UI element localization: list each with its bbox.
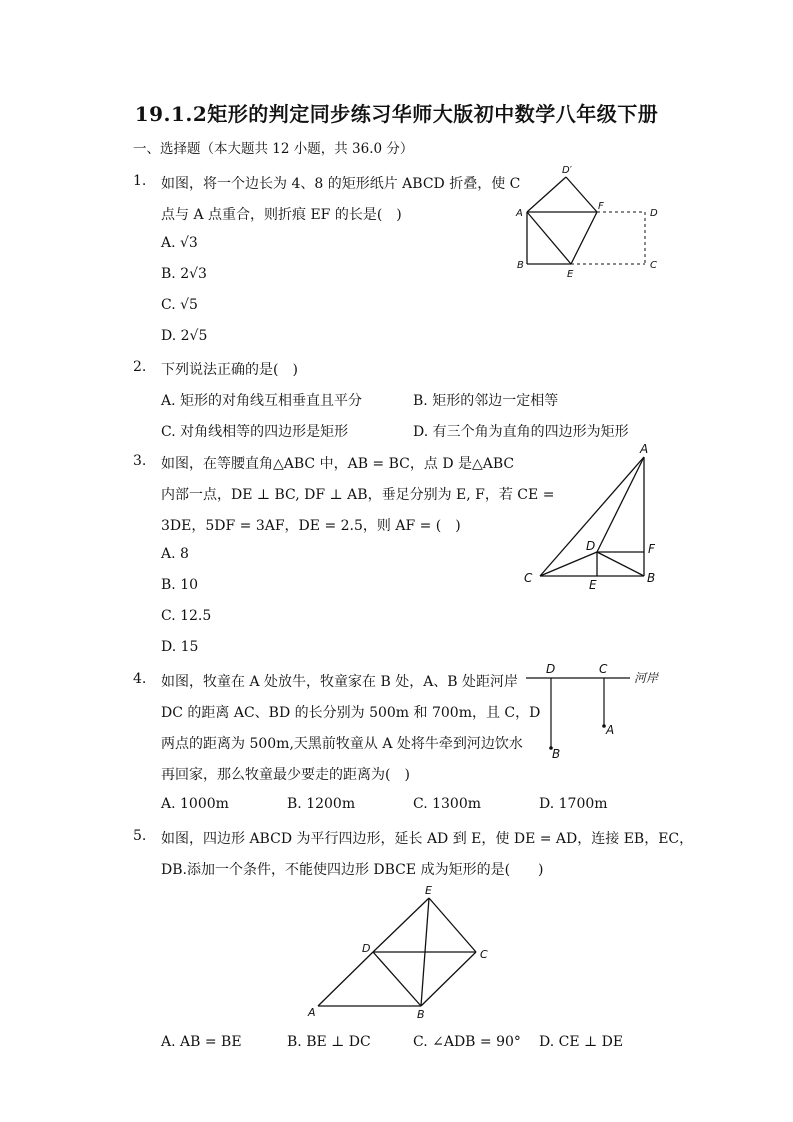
figure-rectangle-fold — [505, 160, 675, 280]
question-text-line: 下列说法正确的是( ) — [161, 362, 298, 378]
page-title: 19.1.2矩形的判定同步练习华师大版初中数学八年级下册 — [134, 102, 659, 126]
question-text-line: 两点的距离为 500m,天黑前牧童从 A 处将牛牵到河边饮水 — [161, 736, 523, 752]
label-a: A — [308, 1006, 316, 1019]
option-d[interactable]: D. 15 — [161, 639, 199, 655]
label-e: E — [567, 269, 574, 280]
option-c[interactable]: C. 1300m — [413, 796, 482, 812]
option-b[interactable]: B. BE ⊥ DC — [287, 1034, 371, 1050]
option-d[interactable]: D. 有三个角为直角的四边形为矩形 — [413, 424, 629, 440]
question-text-line: 如图，在等腰直角△ABC 中，AB = BC，点 D 是△ABC — [161, 456, 515, 472]
label-b: B — [552, 747, 561, 760]
option-b[interactable]: B. 1200m — [287, 796, 356, 812]
question-number: 1. — [133, 173, 147, 189]
label-d: D — [362, 942, 371, 955]
label-f: F — [598, 201, 604, 212]
label-d: D — [546, 662, 556, 676]
label-c: C — [524, 571, 533, 585]
label-e: E — [425, 884, 432, 897]
question-text-line: 点与 A 点重合，则折痕 EF 的长是( ) — [161, 207, 402, 223]
label-c: C — [480, 948, 488, 961]
option-a[interactable]: A. 矩形的对角线互相垂直且平分 — [161, 393, 363, 409]
option-a[interactable]: A. AB = BE — [161, 1034, 242, 1050]
figure-isosceles-triangle — [518, 440, 668, 595]
label-c: C — [599, 662, 608, 676]
question-text-line: 内部一点，DE ⊥ BC, DF ⊥ AB，垂足分别为 E, F，若 CE = — [161, 487, 555, 503]
question-number: 3. — [133, 453, 147, 469]
option-b[interactable]: B. 矩形的邻边一定相等 — [413, 393, 559, 409]
label-c: C — [650, 260, 657, 271]
option-a[interactable]: A. √3 — [161, 235, 198, 251]
label-b: B — [647, 571, 656, 585]
option-b[interactable]: B. 2√3 — [161, 266, 207, 282]
question-text-line: 如图，牧童在 A 处放牛，牧童家在 B 处，A、B 处距河岸 — [161, 674, 519, 690]
section-heading: 一、选择题（本大题共 12 小题，共 36.0 分） — [133, 141, 414, 157]
option-d[interactable]: D. CE ⊥ DE — [539, 1034, 624, 1050]
question-number: 2. — [133, 359, 147, 375]
label-river-bank: 河岸 — [634, 671, 659, 685]
question-text-line: 3DE，5DF = 3AF，DE = 2.5，则 AF = ( ) — [161, 518, 461, 534]
option-a[interactable]: A. 8 — [161, 546, 189, 562]
option-d[interactable]: D. 1700m — [539, 796, 608, 812]
option-d[interactable]: D. 2√5 — [161, 328, 208, 344]
option-c[interactable]: C. ∠ADB = 90° — [413, 1034, 521, 1050]
option-c[interactable]: C. 12.5 — [161, 608, 212, 624]
option-c[interactable]: C. 对角线相等的四边形是矩形 — [161, 424, 349, 440]
label-d: D — [586, 539, 596, 553]
label-d: D — [650, 208, 658, 219]
question-text-line: DB.添加一个条件，不能使四边形 DBCE 成为矩形的是( ) — [161, 862, 544, 878]
label-b: B — [417, 1008, 425, 1021]
label-e: E — [589, 578, 597, 592]
label-f: F — [648, 542, 655, 556]
option-b[interactable]: B. 10 — [161, 577, 199, 593]
label-a: A — [516, 208, 523, 219]
label-a: A — [640, 442, 649, 456]
figure-parallelogram — [300, 880, 500, 1025]
figure-river-bank — [518, 660, 693, 760]
option-c[interactable]: C. √5 — [161, 297, 198, 313]
question-number: 4. — [133, 671, 147, 687]
question-text-line: DC 的距离 AC、BD 的长分别为 500m 和 700m，且 C，D — [161, 705, 541, 721]
question-text-line: 如图，将一个边长为 4、8 的矩形纸片 ABCD 折叠，使 C — [161, 176, 521, 192]
question-text-line: 再回家，那么牧童最少要走的距离为( ) — [161, 767, 410, 783]
label-b: B — [517, 260, 524, 271]
label-d-prime: D′ — [562, 165, 572, 176]
question-text-line: 如图，四边形 ABCD 为平行四边形，延长 AD 到 E，使 DE = AD，连接 EB，EC， — [161, 831, 694, 847]
question-number: 5. — [133, 828, 147, 844]
option-a[interactable]: A. 1000m — [161, 796, 229, 812]
label-a: A — [606, 723, 615, 737]
